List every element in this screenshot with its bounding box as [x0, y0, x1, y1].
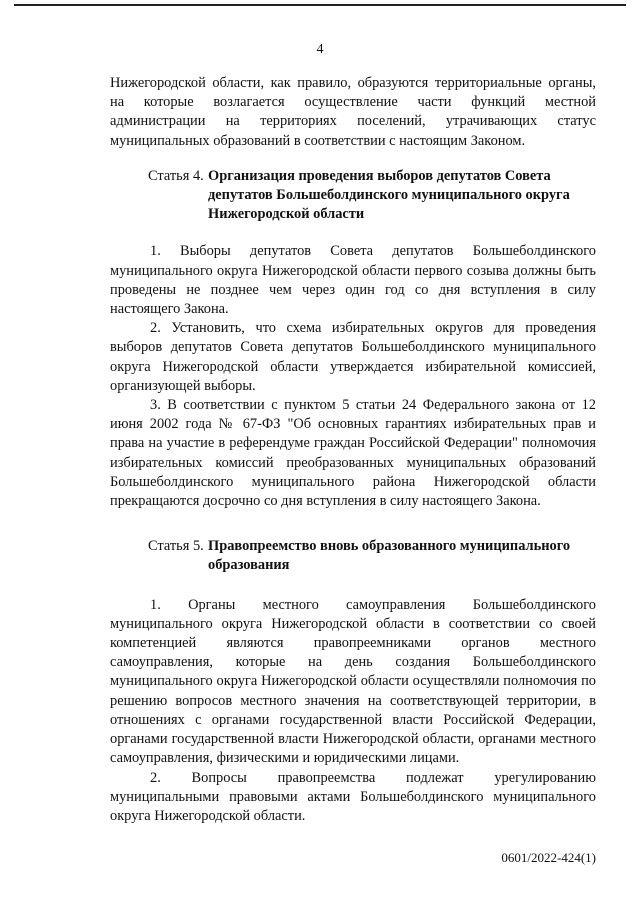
- article-5-label: Статья 5.: [148, 538, 204, 555]
- top-border-line: [14, 4, 626, 6]
- article-5-item-1: 1. Органы местного самоуправления Большеболдинского муниципального округа Нижегородской области в соответствии со своей компетенцией являются правопреемниками органов местного самоуправления, которые на день создания Большеболдинского муниципального округа Нижегородской области осуществляли полномочия по решению вопросов местного значения на соответствующей территории, в отношениях с органами государственной власти Российской Федерации, органами государственной власти Нижегородской области, органами местного самоуправления, физическими и юридическими лицами.: [110, 596, 596, 767]
- article-5-item-2: 2. Вопросы правопреемства подлежат урегулированию муниципальными правовыми актами Большеболдинского муниципального округа Нижегородской области.: [110, 769, 596, 824]
- intro-paragraph: Нижегородской области, как правило, образуются территориальные органы, на которые возлагается осуществление части функций местной администрации на территориях поселений, утрачивающих статус муниципальных образований в соответствии с настоящим Законом.: [110, 75, 596, 149]
- article-4-item-3: 3. В соответствии с пунктом 5 статьи 24 Федерального закона от 12 июня 2002 года № 67-ФЗ "Об основных гарантиях избирательных прав и права на участие в референдуме граждан Российской Федерации" полномочия избирательных комиссий преобразованных муниципальных образований Большеболдинского муниципального района Нижегородской области прекращаются досрочно со дня вступления в силу настоящего Закона.: [110, 397, 596, 510]
- article-4-item-1: 1. Выборы депутатов Совета депутатов Большеболдинского муниципального округа Нижегородской области первого созыва должны быть проведены не позднее чем через один год со дня вступления в силу настоящего Закона.: [110, 243, 596, 318]
- article-4-title: Организация проведения выборов депутатов Совета депутатов Большеболдинского муниципального округа Нижегородской области: [208, 167, 570, 223]
- article-5-title: Правопреемство вновь образованного муниципального образования: [208, 538, 571, 574]
- article-4-label: Статья 4.: [148, 167, 204, 184]
- article-4-item-2: 2. Установить, что схема избирательных округов для проведения выборов депутатов Совета депутатов Большеболдинского муниципального округа Нижегородской области утверждается избирательной комиссией, организующей выборы.: [110, 320, 596, 394]
- page-number: 4: [316, 42, 324, 57]
- document-registration-number: 0601/2022-424(1): [501, 850, 596, 865]
- article-5-heading: [110, 537, 596, 575]
- article-4-heading: [110, 167, 596, 225]
- document-body: [110, 74, 596, 826]
